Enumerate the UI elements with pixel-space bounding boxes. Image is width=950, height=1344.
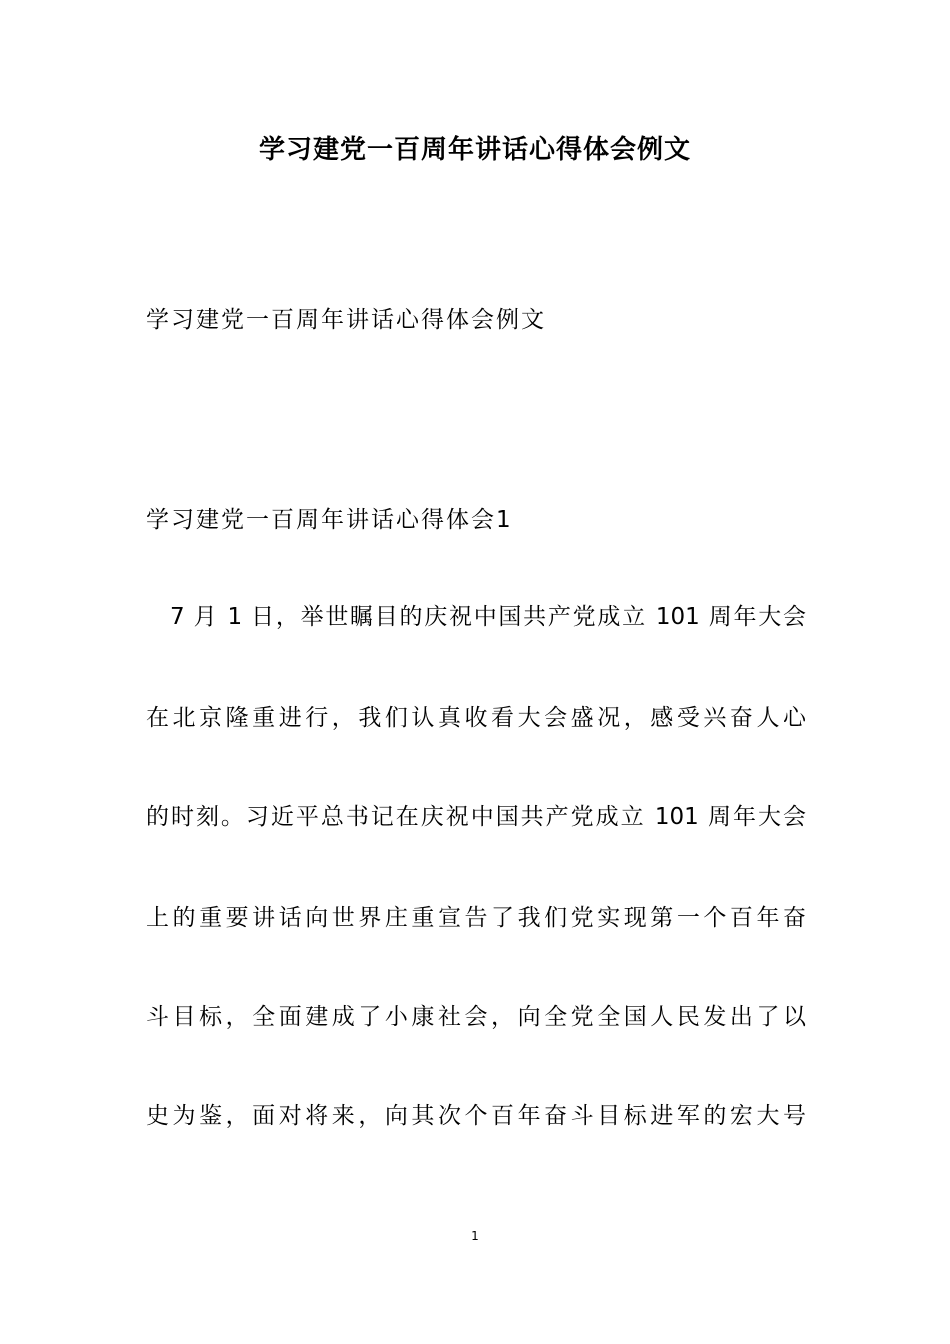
section-heading: 学习建党一百周年讲话心得体会1 bbox=[146, 507, 513, 533]
body-line: 的时刻。习近平总书记在庆祝中国共产党成立 101 周年大会 bbox=[146, 804, 806, 830]
page-number: 1 bbox=[471, 1229, 479, 1243]
body-line: 史为鉴，面对将来，向其次个百年奋斗目标进军的宏大号 bbox=[146, 1103, 806, 1129]
document-subtitle: 学习建党一百周年讲话心得体会例文 bbox=[146, 307, 546, 333]
body-line: 斗目标，全面建成了小康社会，向全党全国人民发出了以 bbox=[146, 1004, 806, 1030]
body-line: 在北京隆重进行，我们认真收看大会盛况，感受兴奋人心 bbox=[146, 705, 806, 731]
document-title: 学习建党一百周年讲话心得体会例文 bbox=[258, 135, 691, 165]
body-line: 上的重要讲话向世界庄重宣告了我们党实现第一个百年奋 bbox=[146, 905, 806, 931]
body-line: 7 月 1 日，举世瞩目的庆祝中国共产党成立 101 周年大会 bbox=[170, 604, 806, 630]
